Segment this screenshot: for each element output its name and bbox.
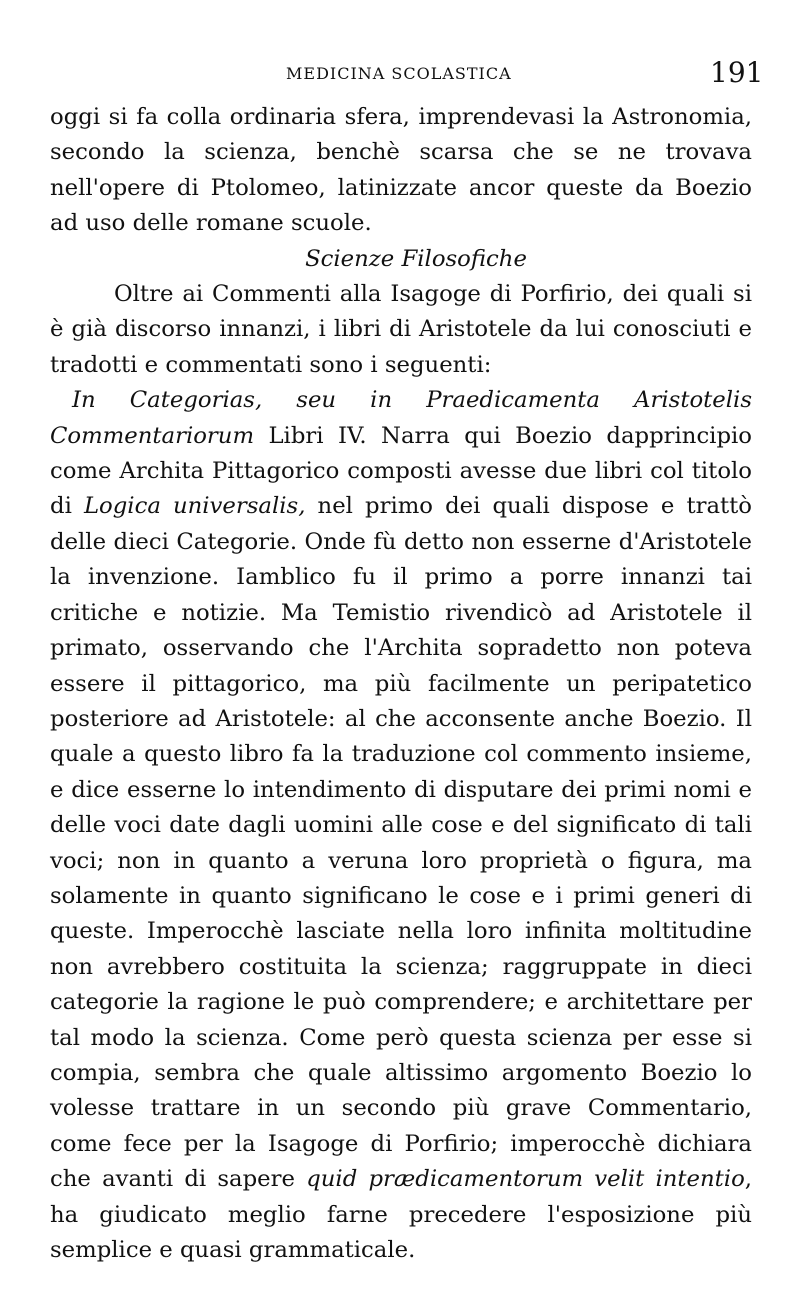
paragraph-intro: Oltre ai Commenti alla Isagoge di Porfirio, dei quali si è già discorso innanzi, i libri di Aristotele da lui conosciuti e tradotti e commentati sono i seguenti: bbox=[50, 281, 752, 378]
paragraph-text: nel primo dei quali dispose e trattò delle dieci Categorie. Onde fù detto non esserne d'Aristotele la invenzione. Iamblico fu il primo a porre innanzi tai critiche e notizie. Ma Temistio rivendicò ad Aristotele il primato, osservando che l'Archita sopradetto non poteva essere il pittagorico, ma più facilmente un peripatetico posteriore ad Aristotele: al che acconsente anche Boezio. Il quale a questo libro fa la traduzione col commento insieme, e dice esserne lo intendimento di disputare dei primi nomi e delle voci date dagli uomini alle cose e del significato di tali voci; non in quanto a veruna loro proprietà o figura, ma solamente in quanto significano le cose e i primi generi di queste. Imperocchè lasciate nella loro infinita moltitudine non avrebbero costituita la scienza; raggruppate in dieci categorie la ragione le può comprendere; e architettare per tal modo la scienza. Come però questa scienza per esse si compia, sembra che quale altissimo argomento Boezio lo volesse trattare in un secondo più grave Commentario, come fece per la Isagoge di Porfirio; imperocchè dichiara che avanti di sapere bbox=[50, 493, 753, 1193]
body-text bbox=[50, 100, 752, 1268]
section-heading: Scienze Filosofiche bbox=[305, 245, 527, 272]
paragraph-text: , ha giudicato meglio farne precedere l'esposizione più semplice e quasi grammaticale. bbox=[50, 1166, 753, 1263]
paragraph-categories bbox=[50, 383, 752, 1268]
running-title: MEDICINA SCOLASTICA bbox=[286, 64, 512, 83]
work-title-logica: Logica universalis, bbox=[83, 493, 306, 520]
page-header bbox=[0, 56, 800, 90]
page-number: 191 bbox=[710, 56, 764, 89]
paragraph-text: Libri IV. Narra qui Boezio dapprincipio come Archita Pittagorico composti avesse due libri col titolo di bbox=[50, 422, 752, 520]
paragraph-astronomy: oggi si fa colla ordinaria sfera, imprendevasi la Astronomia, secondo la scienza, benchè scarsa che se ne trovava nell'opere di Ptolomeo, latinizzate ancor queste da Boezio ad uso delle romane scuole. bbox=[50, 104, 752, 237]
work-title: In Categorias, seu in Praedicamenta Aristotelis Commentariorum bbox=[50, 387, 752, 449]
latin-phrase: quid prædicamentorum velit intentio bbox=[306, 1166, 745, 1193]
